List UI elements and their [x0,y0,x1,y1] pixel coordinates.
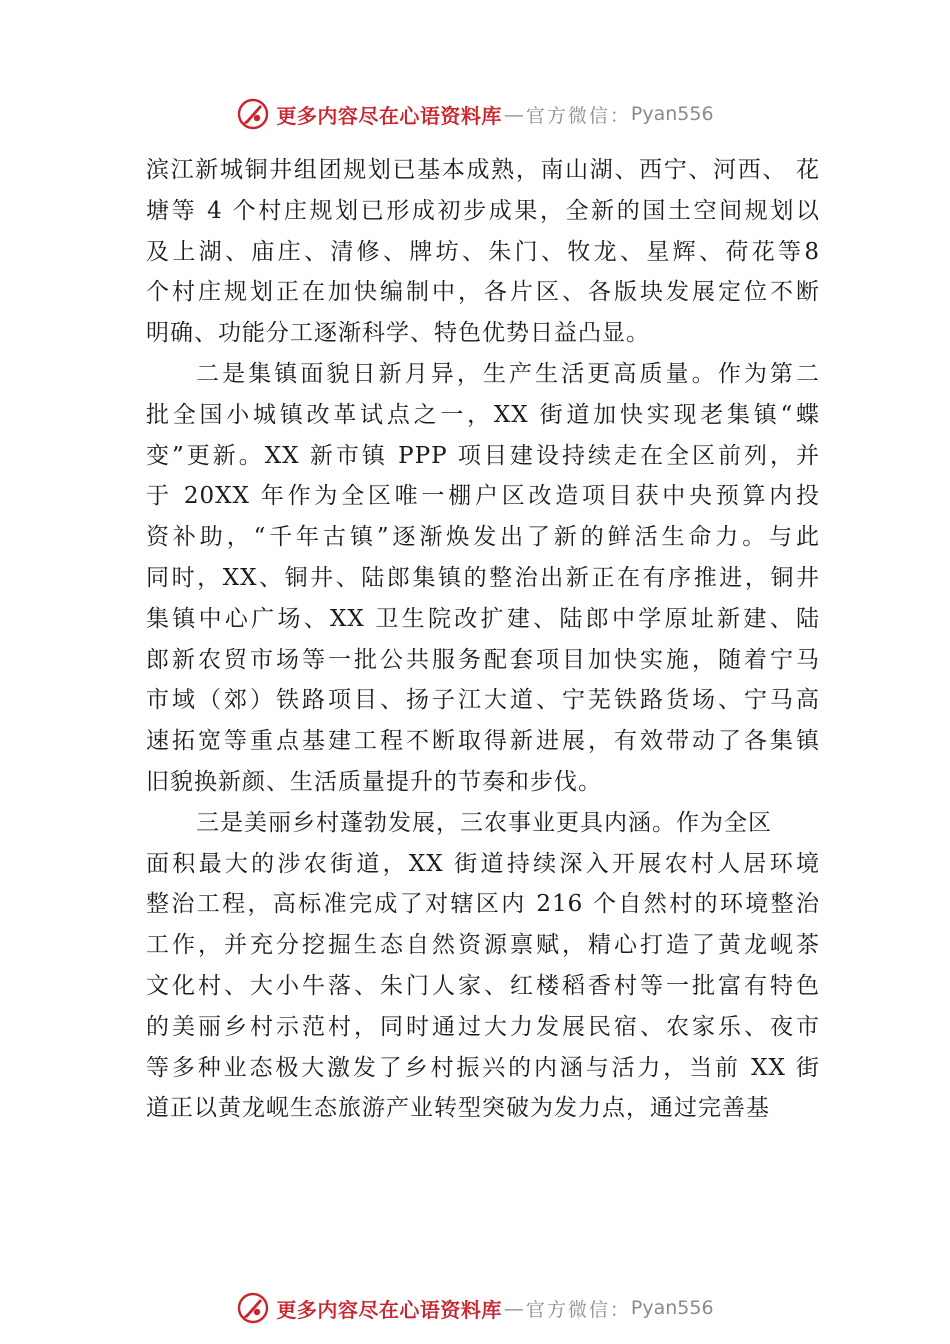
text-line: 工作，并充分挖掘生态自然资源禀赋，精心打造了黄龙岘茶 [146,932,820,959]
banner-separator: — [503,102,524,126]
document-body [146,150,820,1129]
text-line: 个村庄规划正在加快编制中，各片区、各版块发展定位不断 [146,279,820,306]
text-line: 文化村、大小牛落、朱门人家、红楼稻香村等一批富有特色 [146,972,820,999]
text-line: 整治工程，高标准完成了对辖区内 216 个自然村的环境整治 [146,891,820,918]
text-line: 资补助，“千年古镇”逐渐焕发出了新的鲜活生命力。与此 [146,524,820,551]
text-line: 滨江新城铜井组团规划已基本成熟，南山湖、西宁、河西、 花 [146,157,820,183]
paragraph-heading-line: 二是集镇面貌日新月异，生产生活更高质量。作为第二 [196,360,820,387]
banner-title: 更多内容尽在心语资料库 [276,103,502,128]
paragraph-heading-line: 三是美丽乡村蓬勃发展，三农事业更具内涵。作为全区 [196,809,772,836]
text-line: 速拓宽等重点基建工程不断取得新进展，有效带动了各集镇 [146,728,820,755]
text-line: 批全国小城镇改革试点之一，XX 街道加快实现老集镇“蝶 [146,401,820,428]
banner-title: 更多内容尽在心语资料库 [276,1297,502,1322]
text-line: 的美丽乡村示范村，同时通过大力发展民宿、农家乐、夜市 [146,1013,820,1040]
text-line: 明确、功能分工逐渐科学、特色优势日益凸显。 [146,320,650,347]
banner-separator: — [503,1296,524,1320]
text-line: 同时，XX、铜井、陆郎集镇的整治出新正在有序推进，铜井 [146,564,820,591]
text-line: 市域（郊）铁路项目、扬子江大道、宁芜铁路货场、宁马高 [146,687,820,714]
text-line: 塘等 4 个村庄规划已形成初步成果，全新的国土空间规划以 [146,197,820,224]
header-banner [0,94,950,134]
quill-seal-icon [236,1291,270,1325]
footer-banner [0,1288,950,1328]
text-line: 于 20XX 年作为全区唯一棚户区改造项目获中央预算内投 [146,483,820,510]
text-line: 及上湖、庙庄、清修、牌坊、朱门、牧龙、星辉、荷花等8 [146,238,820,265]
text-line: 面积最大的涉农街道，XX 街道持续深入开展农村人居环境 [146,850,820,877]
quill-seal-icon [236,97,270,131]
banner-wechat-label: 官方微信： [525,1298,631,1321]
text-line: 集镇中心广场、XX 卫生院改扩建、陆郎中学原址新建、陆 [146,605,820,632]
text-line: 郎新农贸市场等一批公共服务配套项目加快实施，随着宁马 [146,646,820,673]
text-line: 变”更新。XX 新市镇 PPP 项目建设持续走在全区前列，并 [146,442,820,469]
banner-wechat-id: Pyan556 [630,1297,714,1319]
text-line: 旧貌换新颜、生活质量提升的节奏和步伐。 [146,768,602,795]
text-line: 道正以黄龙岘生态旅游产业转型突破为发力点，通过完善基 [146,1095,770,1122]
banner-wechat-id: Pyan556 [630,103,714,125]
text-line: 等多种业态极大激发了乡村振兴的内涵与活力，当前 XX 街 [146,1054,820,1081]
banner-wechat-label: 官方微信： [525,104,631,127]
